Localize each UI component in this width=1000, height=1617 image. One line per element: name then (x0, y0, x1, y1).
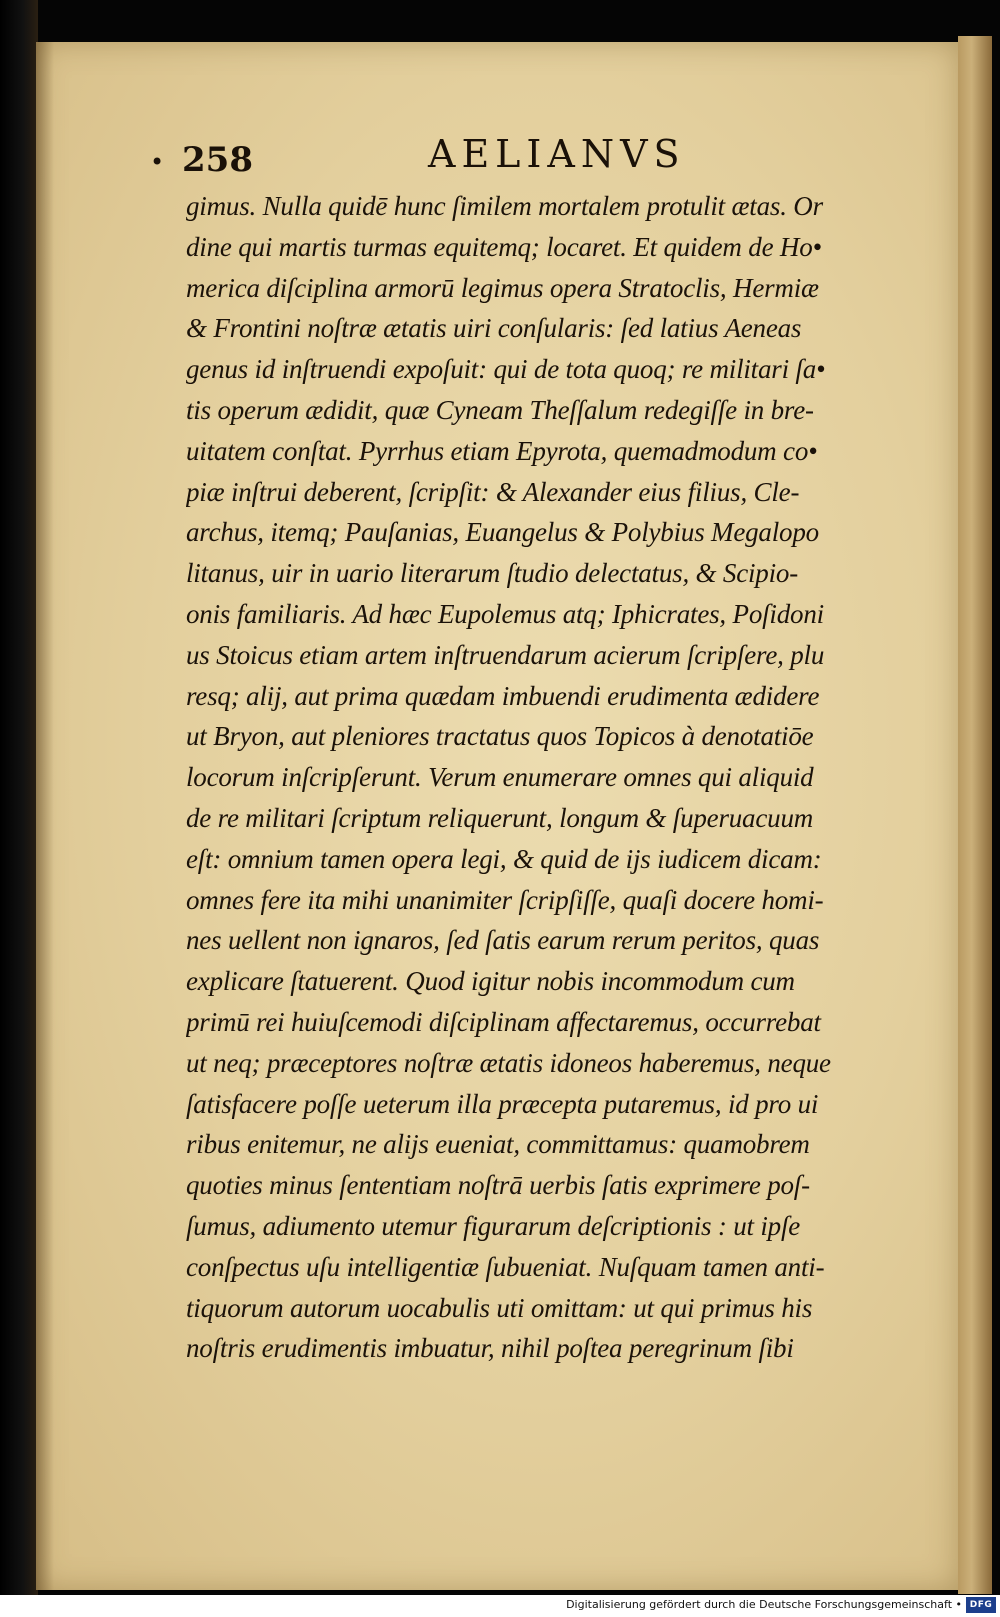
text-line: tis operum ædidit, quæ Cyneam Theſſalum redegiſſe in bre- (186, 394, 814, 425)
text-line: noſtris erudimentis imbuatur, nihil poſtea peregrinum ſibi (186, 1333, 794, 1364)
text-line: quoties minus ſententiam noſtrā uerbis ſatis exprimere poſ- (186, 1170, 810, 1201)
text-line: genus id inſtruendi expoſuit: qui de tota quoq; re militari ſa• (186, 354, 826, 385)
text-line: ſumus, adiumento utemur figurarum deſcriptionis : ut ipſe (186, 1210, 801, 1241)
text-line: uitatem conſtat. Pyrrhus etiam Epyrota, quemadmodum co• (186, 435, 818, 466)
left-dark-margin (0, 0, 38, 1617)
text-line: conſpectus uſu intelligentiæ ſubueniat. Nuſquam tamen anti- (186, 1251, 825, 1282)
text-line: piæ inſtrui deberent, ſcripſit: & Alexander eius filius, Cle- (186, 476, 800, 507)
text-line: eſt: omnium tamen opera legi, & quid de ijs iudicem dicam: (186, 843, 822, 874)
page-gutter (36, 42, 54, 1590)
page-fore-edge (958, 36, 992, 1594)
text-line: archus, itemq; Pauſanias, Euangelus & Polybius Megalopo (186, 517, 819, 548)
text-line: ut Bryon, aut pleniores tractatus quos Topicos à denotatiōe (186, 721, 814, 752)
footer-bar (0, 1595, 1000, 1617)
text-line: ribus enitemur, ne alijs eueniat, committamus: quamobrem (186, 1129, 810, 1160)
page-marker: • (150, 148, 165, 176)
dfg-logo: DFG (966, 1597, 996, 1613)
text-line: de re militari ſcriptum reliquerunt, longum & ſuperuacuum (186, 802, 814, 833)
text-line: us Stoicus etiam artem inſtruendarum acierum ſcripſere, plu (186, 639, 825, 670)
page-number: 258 (182, 140, 253, 180)
text-line: locorum inſcripſerunt. Verum enumerare omnes qui aliquid (186, 762, 814, 793)
text-line: onis familiaris. Ad hæc Eupolemus atq; Iphicrates, Poſidoni (186, 598, 824, 629)
text-line: primū rei huiuſcemodi diſciplinam affectaremus, occurrebat (186, 1006, 821, 1037)
text-line: dine qui martis turmas equitemq; locaret. Et quidem de Ho• (186, 231, 822, 262)
text-line: omnes fere ita mihi unanimiter ſcripſiſſe, quaſi docere homi- (186, 884, 824, 915)
text-line: merica diſciplina armorū legimus opera Stratoclis, Hermiæ (186, 272, 819, 303)
body-text (186, 186, 912, 1369)
text-line: ut neq; præceptores noſtræ ætatis idoneos haberemus, neque (186, 1047, 831, 1078)
text-line: resq; alij, aut prima quædam imbuendi erudimenta ædidere (186, 680, 820, 711)
footer-credit: Digitalisierung gefördert durch die Deutsche Forschungsgemeinschaft • (566, 1598, 962, 1611)
text-line: gimus. Nulla quidē hunc ſimilem mortalem protulit ætas. Or (186, 191, 823, 221)
text-line: & Frontini noſtræ ætatis uiri conſularis: ſed latius Aeneas (186, 313, 802, 344)
running-head: AELIANVS (428, 132, 686, 176)
text-line: explicare ſtatuerent. Quod igitur nobis incommodum cum (186, 966, 795, 997)
text-line: litanus, uir in uario literarum ſtudio delectatus, & Scipio- (186, 558, 798, 589)
text-line: nes uellent non ignaros, ſed ſatis earum rerum peritos, quas (186, 925, 820, 956)
text-line: ſatisfacere poſſe ueterum illa præcepta putaremus, id pro ui (186, 1088, 819, 1119)
text-line: tiquorum autorum uocabulis uti omittam: ut qui primus his (186, 1292, 813, 1323)
